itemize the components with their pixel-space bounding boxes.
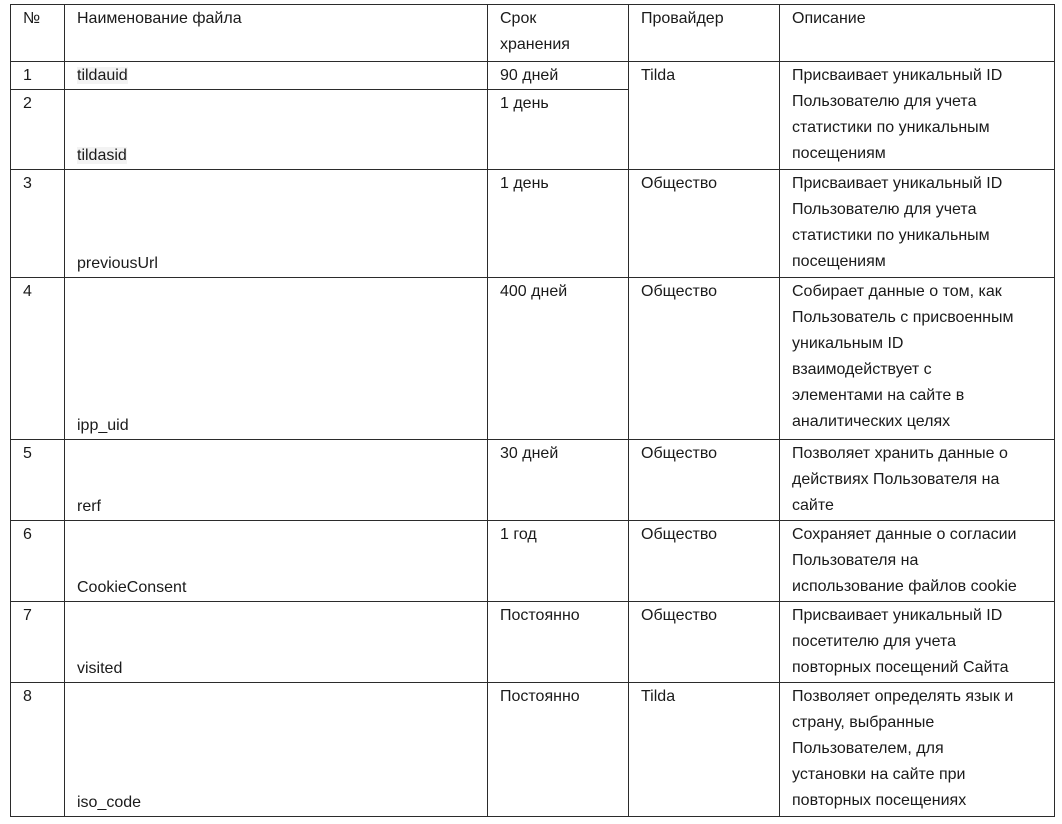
- row-num: 2: [11, 90, 65, 170]
- table-row: [11, 683, 1055, 817]
- row-description: [780, 278, 1055, 440]
- row-name-text: tildauid: [77, 67, 128, 84]
- description-line: посещениям: [792, 145, 886, 162]
- description-line: посещениям: [792, 253, 886, 270]
- row-description: [780, 521, 1055, 602]
- row-provider: Общество: [629, 602, 780, 683]
- description-line: Сохраняет данные о согласии: [792, 526, 1017, 543]
- row-retention: 1 день: [488, 170, 629, 278]
- table-header-row: [11, 5, 1055, 62]
- description-line: уникальным ID: [792, 335, 904, 352]
- description-line: Собирает данные о том, как: [792, 283, 1002, 300]
- row-name: iso_code: [65, 683, 488, 817]
- row-name: visited: [65, 602, 488, 683]
- description-line: страну, выбранные: [792, 714, 935, 731]
- row-retention: 1 год: [488, 521, 629, 602]
- row-description: [780, 602, 1055, 683]
- row-name: ipp_uid: [65, 278, 488, 440]
- description-line: элементами на сайте в: [792, 387, 965, 404]
- description-line: Пользователь с присвоенным: [792, 309, 1014, 326]
- description-line: взаимодействует с: [792, 361, 932, 378]
- row-name: [65, 62, 488, 90]
- description-line: Пользователю для учета: [792, 201, 977, 218]
- row-retention: 1 день: [488, 90, 629, 170]
- row-num: 6: [11, 521, 65, 602]
- header-provider: Провайдер: [629, 5, 780, 62]
- description-line: повторных посещениях: [792, 792, 967, 809]
- description-line: Присваивает уникальный ID: [792, 175, 1003, 192]
- description-line: Пользователю для учета: [792, 93, 977, 110]
- header-retention-line2: хранения: [500, 36, 570, 53]
- row-num: 8: [11, 683, 65, 817]
- table-row: [11, 170, 1055, 278]
- row-name: CookieConsent: [65, 521, 488, 602]
- row-provider: Общество: [629, 440, 780, 521]
- row-description: [780, 683, 1055, 817]
- header-name: Наименование файла: [65, 5, 488, 62]
- header-num: №: [11, 5, 65, 62]
- row-retention: Постоянно: [488, 683, 629, 817]
- row-provider: Общество: [629, 170, 780, 278]
- row-provider: Общество: [629, 521, 780, 602]
- description-line: Присваивает уникальный ID: [792, 67, 1003, 84]
- description-line: статистики по уникальным: [792, 227, 990, 244]
- table-row: [11, 521, 1055, 602]
- table-row: [11, 440, 1055, 521]
- row-name: rerf: [65, 440, 488, 521]
- row-provider: Tilda: [629, 62, 780, 170]
- description-line: Присваивает уникальный ID: [792, 607, 1003, 624]
- description-line: Позволяет определять язык и: [792, 688, 1014, 705]
- row-num: 4: [11, 278, 65, 440]
- description-line: аналитических целях: [792, 413, 951, 430]
- description-line: посетителю для учета: [792, 633, 957, 650]
- description-line: использование файлов cookie: [792, 578, 1017, 595]
- description-line: Пользователем, для: [792, 740, 944, 757]
- row-num: 7: [11, 602, 65, 683]
- row-provider: Tilda: [629, 683, 780, 817]
- row-num: 5: [11, 440, 65, 521]
- header-description: Описание: [780, 5, 1055, 62]
- table-row: [11, 278, 1055, 440]
- row-description: [780, 170, 1055, 278]
- row-retention: 30 дней: [488, 440, 629, 521]
- description-line: Позволяет хранить данные о: [792, 445, 1008, 462]
- table-row: [11, 62, 1055, 90]
- row-num: 3: [11, 170, 65, 278]
- description-line: действиях Пользователя на: [792, 471, 1000, 488]
- row-description: [780, 62, 1055, 170]
- row-provider: Общество: [629, 278, 780, 440]
- row-description: [780, 440, 1055, 521]
- row-retention: Постоянно: [488, 602, 629, 683]
- table-row: [11, 602, 1055, 683]
- description-line: Пользователя на: [792, 552, 919, 569]
- header-retention: [488, 5, 629, 62]
- row-num: 1: [11, 62, 65, 90]
- cookie-files-table: [10, 4, 1055, 817]
- description-line: статистики по уникальным: [792, 119, 990, 136]
- row-name-text: tildasid: [77, 147, 127, 164]
- header-retention-line1: Срок: [500, 10, 537, 27]
- description-line: сайте: [792, 497, 834, 514]
- description-line: установки на сайте при: [792, 766, 966, 783]
- row-retention: 90 дней: [488, 62, 629, 90]
- row-retention: 400 дней: [488, 278, 629, 440]
- row-name: [65, 90, 488, 170]
- description-line: повторных посещений Сайта: [792, 659, 1009, 676]
- row-name: previousUrl: [65, 170, 488, 278]
